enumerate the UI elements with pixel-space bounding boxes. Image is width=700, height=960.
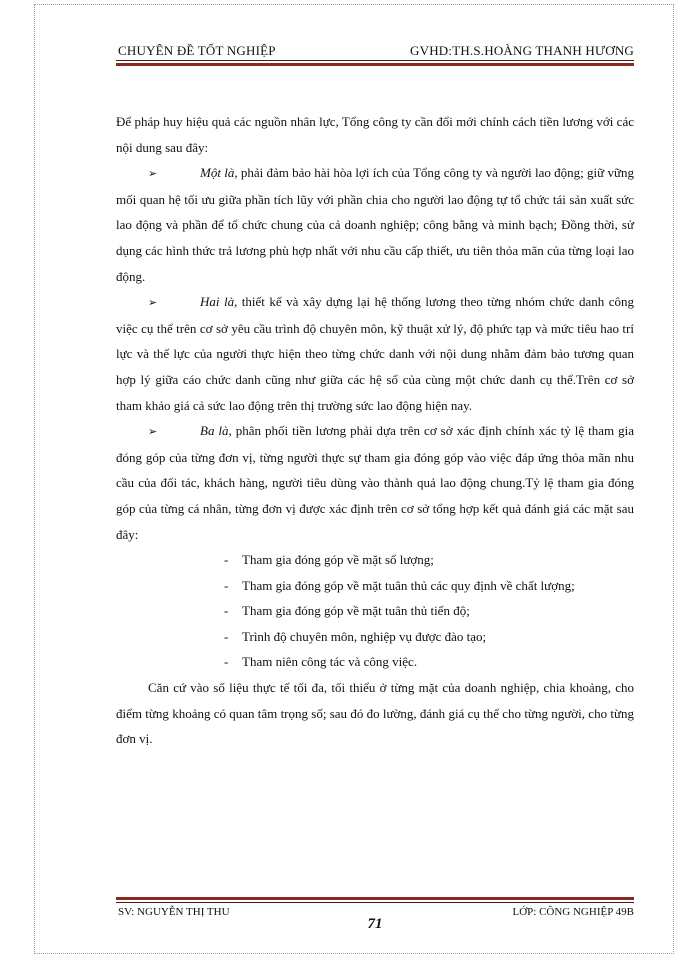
document-body: [116, 109, 634, 752]
header-rule: [116, 60, 634, 61]
list-item: [224, 573, 634, 599]
dash-bullet: -: [224, 577, 229, 593]
item-text: , thiết kế và xây dựng lại hệ thống lương theo từng nhóm chức danh công việc cụ thể trên cơ sở yêu cầu trình độ chuyên môn, kỹ thuật xử lý, độ phức tạp và mức tiêu hao trí lực và thể lực của người thực hiện theo từng chức danh với nội dung nhằm đảm bảo tương quan hợp lý giữa cáo chức danh cũng như giữa các hệ số của cùng một chức danh cụ thể.Trên cơ sở tham khảo giá cả sức lao động trên thị trường sức lao động hiện nay.: [116, 294, 634, 413]
intro-paragraph: Để pháp huy hiệu quả các nguồn nhân lực, Tổng công ty cần đổi mới chính cách tiền lương với các nội dung sau đây:: [116, 114, 634, 155]
list-item-text: Trình độ chuyên môn, nghiệp vụ được đào tạo;: [242, 628, 487, 644]
footer-class: LỚP: CÔNG NGHIỆP 49B: [512, 906, 634, 918]
list-item-text: Tham niên công tác và công việc.: [242, 654, 418, 670]
arrow-bullet-icon: ➢: [148, 296, 158, 310]
list-item: [224, 649, 634, 675]
page-header: [118, 43, 634, 59]
footer-rule: [116, 902, 634, 903]
footer-rule-thick: [116, 897, 634, 900]
item-paragraph-2: [116, 289, 634, 418]
page-number: 71: [367, 916, 383, 932]
header-supervisor: GVHD:TH.S.HOÀNG THANH HƯƠNG: [410, 43, 634, 58]
item-paragraph-1: [116, 160, 634, 289]
dash-bullet: -: [224, 628, 229, 644]
header-rule-thick: [116, 63, 634, 66]
criteria-list: [116, 547, 634, 675]
list-item: [224, 547, 634, 573]
list-item-text: Tham gia đóng góp về mặt số lượng;: [242, 552, 434, 568]
item-lead: Hai là: [200, 294, 235, 310]
list-item: [224, 624, 634, 650]
arrow-bullet-icon: ➢: [148, 425, 158, 439]
arrow-bullet-icon: ➢: [148, 167, 158, 181]
list-item-text: Tham gia đóng góp về mặt tuân thủ các quy định về chất lượng;: [242, 577, 575, 593]
list-item-text: Tham gia đóng góp về mặt tuân thủ tiến độ;: [242, 603, 470, 619]
closing-paragraph: Căn cứ vào số liệu thực tế tối đa, tối thiểu ở từng mặt của doanh nghiệp, chia khoảng, cho điểm từng khoảng có quan tâm trọng số; sau đó đo lường, đánh giá cụ thể cho từng người, cho từng đơn vị.: [116, 680, 634, 747]
item-lead: Ba là: [200, 423, 229, 439]
list-item: [224, 598, 634, 624]
header-document-title: CHUYÊN ĐỀ TỐT NGHIỆP: [118, 43, 276, 58]
item-lead: Một là: [200, 165, 235, 181]
item-paragraph-3: [116, 418, 634, 547]
item-text: , phân phối tiền lương phải dựa trên cơ sở xác định chính xác tỷ lệ tham gia đóng góp của từng đơn vị, từng người thực sự tham gia đóng góp vào việc đáp ứng thỏa mãn nhu cầu của đối tác, khách hàng, người tiêu dùng vào thành quả lao động chung.Tỷ lệ tham gia đóng góp của từng cá nhân, từng đơn vị được xác định trên cơ sở tổng hợp kết quả đánh giá các mặt sau đây:: [116, 423, 634, 542]
dash-bullet: -: [224, 552, 229, 568]
item-text: , phải đảm bảo hài hòa lợi ích của Tổng công ty và người lao động; giữ vững mối quan hệ tối ưu giữa phần tích lũy với phần chia cho người lao động tự tổ chức tái sản xuất sức lao động và phần để tổ chức chung của cả doanh nghiệp; công bằng và minh bạch; Đồng thời, sử dụng các hình thức trả lương phù hợp nhất với nhu cầu cấp thiết, ưu tiên thỏa mãn của từng loại lao động.: [116, 165, 634, 284]
dash-bullet: -: [224, 603, 229, 619]
footer-student: SV: NGUYỄN THỊ THU: [118, 906, 230, 918]
dash-bullet: -: [224, 654, 229, 670]
